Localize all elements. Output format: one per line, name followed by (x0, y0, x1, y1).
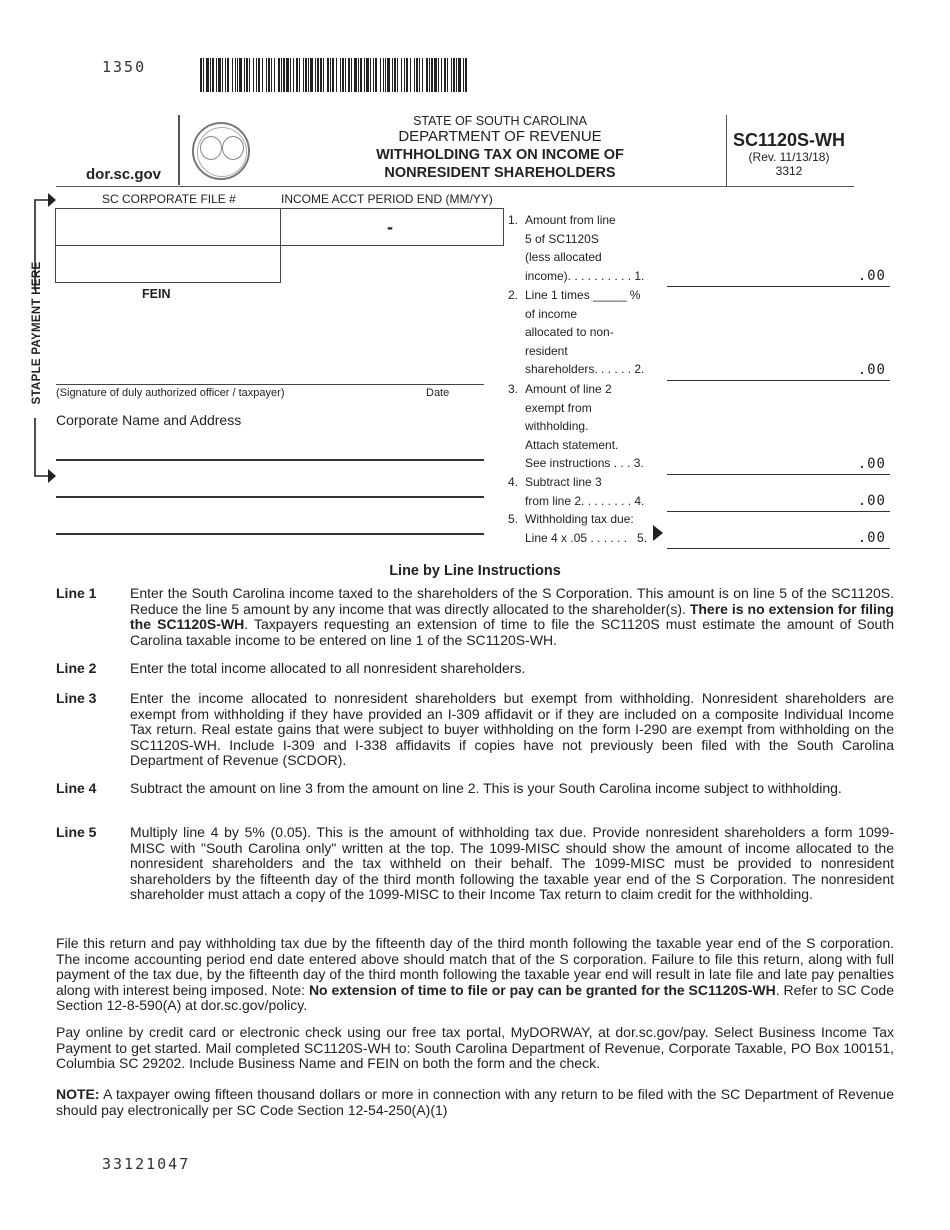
electronic-payment-note (56, 1087, 894, 1118)
header-bottom-rule (56, 186, 854, 187)
form-sequence-code: 1350 (102, 58, 147, 76)
line-number: 1. (508, 213, 519, 227)
line-text: withholding. (525, 419, 589, 434)
text-run: . Taxpayers requesting an extension of time to file the SC1120S must estimate the amount of South Carolina taxable income to be entered on line 1 of the SC1120S-WH. (130, 616, 894, 648)
fein-label: FEIN (142, 287, 171, 301)
corporate-file-input[interactable] (56, 209, 280, 245)
website-label: dor.sc.gov (86, 166, 162, 183)
text-run: . Refer to SC Code Section 12-8-590(A) at dor.sc.gov/policy. (56, 981, 894, 1013)
period-year-input[interactable] (402, 209, 501, 247)
line-number: 5. (508, 512, 519, 526)
arrow-right-icon (48, 469, 56, 483)
line-item-5-label (508, 510, 647, 547)
period-separator: - (387, 217, 393, 237)
line-text: Attach statement. (525, 437, 619, 452)
header-divider (178, 115, 180, 185)
address-line-2[interactable] (56, 496, 484, 498)
line-text: of income (525, 306, 578, 321)
instruction-2 (56, 661, 894, 677)
text-run: Pay online by credit card or electronic check using our free tax portal, MyDORWAY, at dor.sc.gov/pay. Select Business Income Tax Payment to get started. Mail completed SC1120S-WH to: South Carolina Department of Revenue, Corporate Taxable, PO Box 100151, Columbia SC 29202. Include Business Name and FEIN on both the form and the check. (56, 1024, 894, 1071)
arrow-right-icon (48, 193, 56, 207)
period-month-input[interactable] (284, 209, 383, 247)
line-item-1-label (508, 211, 644, 285)
instruction-key: Line 4 (56, 780, 97, 796)
line-text: Line 1 times _____ % (525, 288, 641, 302)
state-name: STATE OF SOUTH CAROLINA (413, 114, 587, 128)
instruction-1 (56, 586, 894, 648)
period-end-box (280, 208, 504, 246)
line-text: income). . . . . . . . . . 1. (525, 268, 645, 283)
payment-paragraph (56, 1025, 894, 1072)
corporate-file-box (55, 208, 281, 246)
line-text: resident (525, 343, 568, 358)
form-document-code: 33121047 (102, 1155, 191, 1173)
line-4-amount-field[interactable] (667, 491, 890, 512)
instruction-4 (56, 781, 894, 797)
instruction-key: Line 1 (56, 585, 97, 601)
text-run: File this return and pay withholding tax due by the fifteenth day of the third month following the taxable year end of the S corporation. The income accounting period end date entered above should match that of the S corporation. Failure to file this return, along with full payment of the tax due, by the fifteenth day of the third month following the taxable year end will result in late file and late pay penalties along with interest being imposed. Note: (56, 935, 894, 998)
department-name: DEPARTMENT OF REVENUE (398, 128, 602, 145)
address-line-1[interactable] (56, 459, 484, 461)
instruction-key: Line 2 (56, 660, 97, 676)
amount-cents: .00 (857, 530, 886, 547)
date-label: Date (426, 387, 450, 399)
corporate-name-label: Corporate Name and Address (56, 412, 242, 428)
line-text: Amount from line (525, 213, 616, 227)
line-text: (less allocated (525, 250, 602, 265)
line-1-amount-field[interactable] (667, 266, 890, 287)
form-title-block (330, 114, 670, 182)
text-run: Enter the income allocated to nonresident shareholders but exempt from withholding. Nonresident shareholders are exempt from withholding if they have provided an I-309 affidavit or if they are included on a composite Individual Income Tax return. Real estate gains that were subject to buyer withholding on the form I-290 are exempt from withholding on the SC1120S-WH. Include I-309 and I-338 affidavits if copies have not previously been filed with the South Carolina Department of Revenue (SCDOR). (130, 690, 894, 768)
arrow-right-icon (653, 525, 663, 541)
line-item-4-label (508, 473, 644, 510)
bold-text: NOTE: (56, 1086, 100, 1102)
instruction-text (130, 691, 894, 769)
line-text: Withholding tax due: (525, 512, 634, 526)
fein-input[interactable] (56, 246, 280, 282)
staple-label: STAPLE PAYMENT HERE (31, 261, 43, 405)
barcode-bar (467, 58, 468, 92)
line-3-amount-field[interactable] (667, 454, 890, 475)
text-run: Enter the South Carolina income taxed to the shareholders of the S Corporation. This amount is on line 5 of the SC1120S. Reduce the line 5 amount by any income that was directly allocated to the shareholder(s). (130, 585, 894, 617)
form-title-line2: NONRESIDENT SHAREHOLDERS (384, 165, 616, 181)
signature-line[interactable] (56, 384, 484, 385)
line-item-3-label (508, 380, 644, 473)
line-text: Amount of line 2 (525, 382, 612, 396)
amount-cents: .00 (857, 362, 886, 378)
bold-text: No extension of time to file or pay can be granted for the SC1120S-WH (308, 981, 776, 998)
amount-cents: .00 (857, 493, 886, 510)
line-item-2-label (508, 286, 644, 379)
line-5-amount-field[interactable] (667, 528, 890, 549)
barcode (200, 58, 468, 92)
header-divider-right (726, 115, 727, 187)
period-end-label: INCOME ACCT PERIOD END (MM/YY) (281, 192, 493, 206)
instruction-text (130, 661, 894, 677)
line-2-amount-field[interactable] (667, 360, 890, 381)
form-title-line1: WITHHOLDING TAX ON INCOME OF (376, 147, 624, 163)
fein-box (55, 245, 281, 283)
line-text: allocated to non- (525, 325, 614, 340)
form-code: SC1120S-WH (732, 130, 846, 150)
text-run: Enter the total income allocated to all nonresident shareholders. (130, 660, 526, 676)
text-run: Multiply line 4 by 5% (0.05). This is the amount of withholding tax due. Provide nonresident shareholders a form 1099-MISC with "South Carolina only" written at the top. The 1099-MISC should show the amount of income allocated to the nonresident shareholders and the tax withheld on their behalf. The 1099-MISC must be provided to nonresident shareholders by the fifteenth day of the third month following the taxable year end of the S Corporation. The nonresident shareholder must attach a copy of the 1099-MISC to their Income Tax return to claim credit for the withholding. (130, 824, 894, 902)
line-number: 4. (508, 475, 519, 489)
instruction-text (130, 781, 894, 797)
line-text: Subtract line 3 (525, 475, 602, 489)
line-text: Line 4 x .05 . . . . . . 5. (525, 530, 648, 545)
address-line-3[interactable] (56, 533, 484, 535)
filing-requirements-paragraph (56, 936, 894, 1014)
line-text: shareholders. . . . . . 2. (525, 362, 645, 377)
instruction-3 (56, 691, 894, 769)
instruction-5 (56, 825, 894, 903)
line-number: 3. (508, 382, 519, 396)
corporate-file-label: SC CORPORATE FILE # (102, 192, 236, 206)
instruction-text (130, 586, 894, 648)
amount-cents: .00 (857, 456, 886, 472)
form-id-block (728, 130, 850, 178)
line-text: exempt from (525, 400, 592, 415)
line-text: from line 2. . . . . . . . 4. (525, 493, 645, 508)
instruction-key: Line 3 (56, 690, 97, 706)
signature-label: (Signature of duly authorized officer / taxpayer) (56, 387, 285, 399)
text-run: A taxpayer owing fifteen thousand dollars or more in connection with any return to be filed with the SC Department of Revenue should pay electronically per SC Code Section 12-54-250(A)(1) (56, 1086, 894, 1118)
line-text: 5 of SC1120S (525, 231, 599, 246)
text-run: Subtract the amount on line 3 from the amount on line 2. This is your South Carolina income subject to withholding. (130, 780, 842, 796)
line-number: 2. (508, 288, 519, 302)
instructions-title: Line by Line Instructions (389, 563, 561, 579)
state-seal-icon (192, 122, 250, 180)
instruction-text (130, 825, 894, 903)
amount-cents: .00 (857, 268, 886, 285)
line-text: See instructions . . . 3. (525, 456, 644, 471)
instruction-key: Line 5 (56, 824, 97, 840)
form-number: 3312 (775, 164, 803, 178)
bold-text: There is no extension for filing the SC1120S-WH (130, 600, 894, 632)
form-revision: (Rev. 11/13/18) (748, 150, 830, 164)
